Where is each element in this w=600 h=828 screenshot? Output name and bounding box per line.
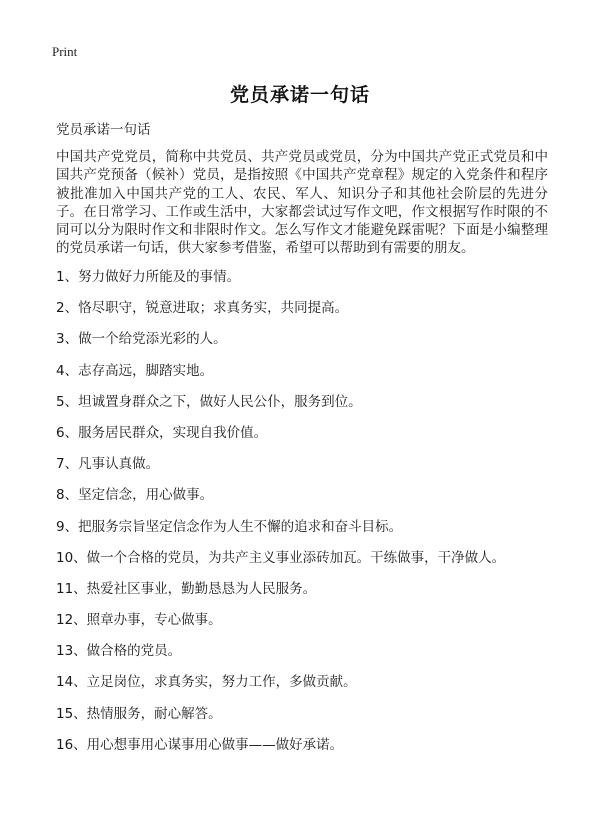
list-item: 5、坦诚置身群众之下，做好人民公仆，服务到位。 — [56, 393, 362, 410]
list-item: 1、努力做好力所能及的事情。 — [56, 269, 241, 285]
list-item: 7、凡事认真做。 — [56, 456, 160, 473]
page-subtitle: 党员承诺一句话 — [56, 122, 151, 138]
list-item: 16、用心想事用心谋事用心做事——做好承诺。 — [56, 736, 344, 753]
list-item: 12、照章办事，专心做事。 — [56, 612, 222, 629]
list-item: 11、热爱社区事业，勤勤恳恳为人民服务。 — [56, 580, 317, 597]
list-item: 6、服务居民群众，实现自我价值。 — [56, 424, 268, 441]
list-item: 10、做一个合格的党员，为共产主义事业添砖加瓦。干练做事，干净做人。 — [56, 549, 506, 566]
list-item: 2、恪尽职守，锐意进取；求真务实，共同提高。 — [56, 300, 349, 317]
list-item: 8、坚定信念，用心做事。 — [56, 487, 214, 504]
pledge-list — [56, 262, 556, 761]
list-item: 13、做合格的党员。 — [56, 643, 182, 660]
intro-paragraph: 中国共产党党员，简称中共党员、共产党员或党员，分为中国共产党正式党员和中国共产党预备（候补）党员，是指按照《中国共产党章程》规定的入党条件和程序被批准加入中国共产党的工人、农民、军人、知识分子和其他社会阶层的先进分子。在日常学习、工作或生活中，大家都尝试过写作文吧，作文根据写作时限的不同可以分为限时作文和非限时作文。怎么写作文才能避免踩雷呢？下面是小编整理的党员承诺一句话，供大家参考借鉴，希望可以帮助到有需要的朋友。 — [56, 149, 548, 257]
list-item: 9、把服务宗旨坚定信念作为人生不懈的追求和奋斗目标。 — [56, 518, 403, 535]
list-item: 3、做一个给党添光彩的人。 — [56, 331, 227, 348]
list-item: 4、志存高远，脚踏实地。 — [56, 362, 214, 379]
list-item: 15、热情服务，耐心解答。 — [56, 705, 222, 722]
print-link[interactable]: Print — [52, 44, 78, 59]
page-title: 党员承诺一句话 — [229, 84, 370, 106]
list-item: 14、立足岗位，求真务实，努力工作，多做贡献。 — [56, 674, 357, 691]
